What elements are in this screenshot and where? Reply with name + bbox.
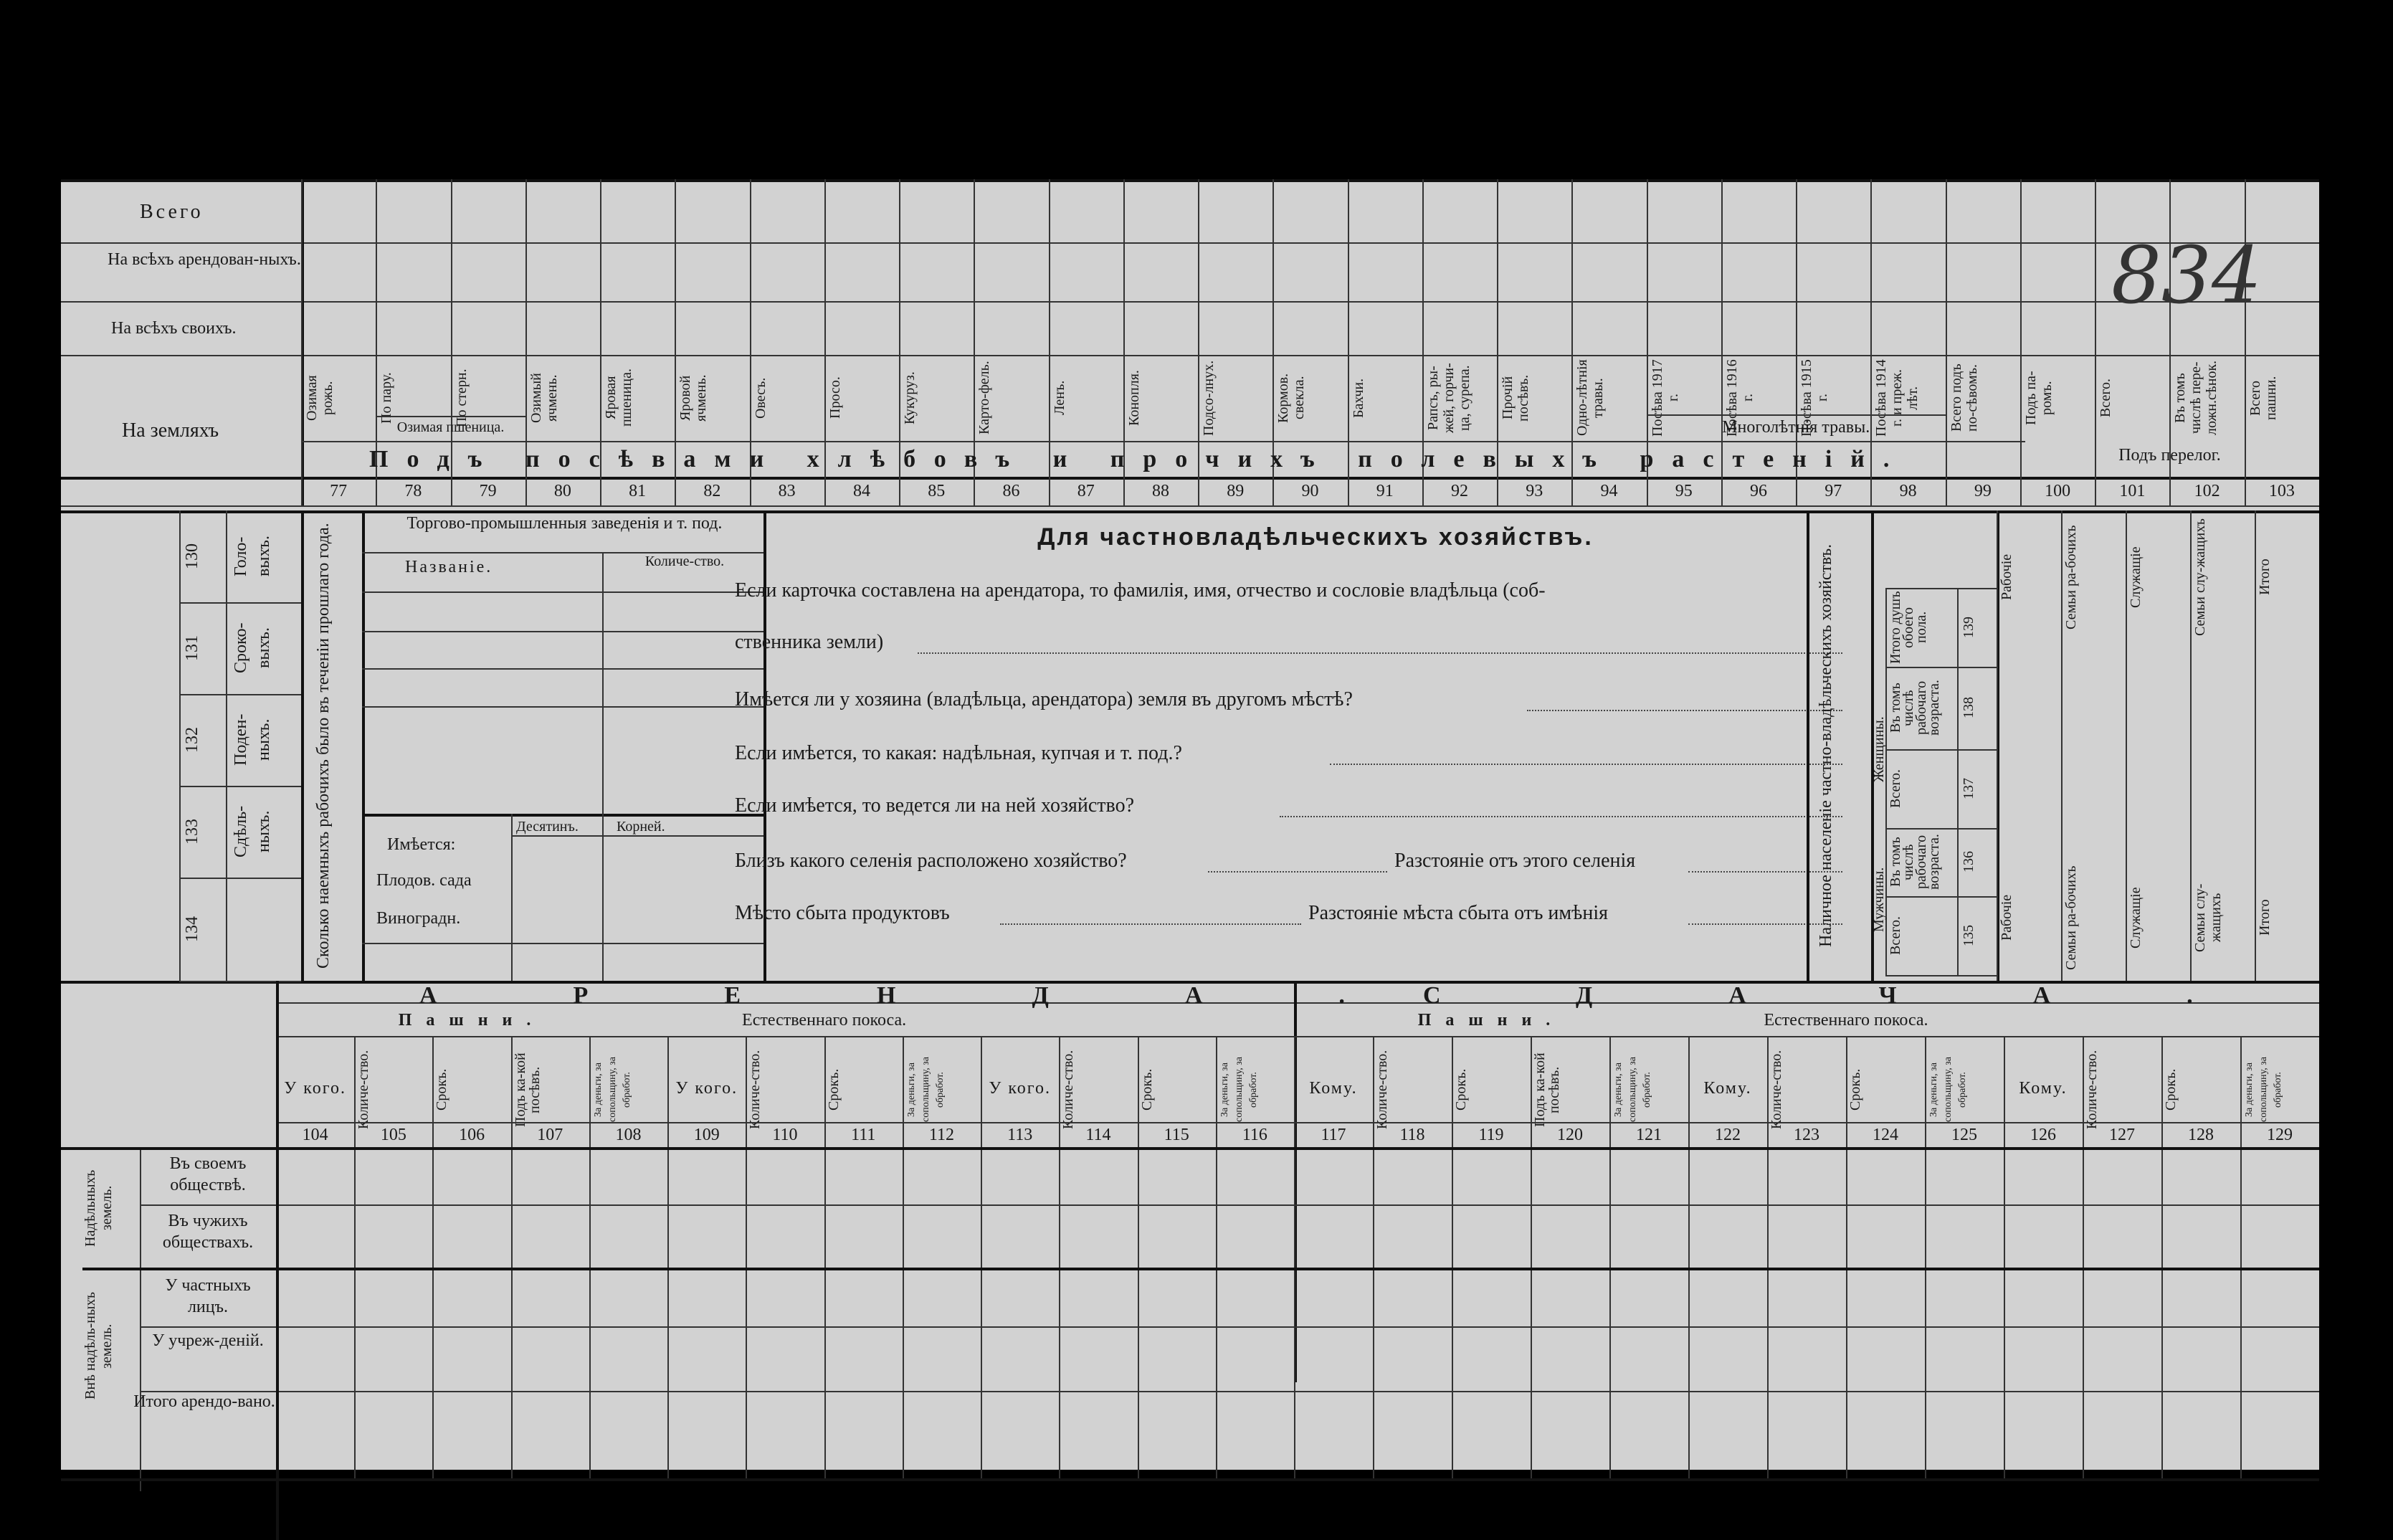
crop-header: Подсо-лнух. bbox=[1201, 360, 1217, 436]
census-form-sheet bbox=[61, 179, 2329, 1470]
column-number: 94 bbox=[1600, 482, 1618, 500]
cattle-number: 133 bbox=[183, 819, 201, 845]
pop-number: 136 bbox=[1961, 851, 1976, 873]
column-line bbox=[1946, 179, 1947, 505]
lease-column-number: 127 bbox=[2109, 1126, 2135, 1144]
crop-header: Просо. bbox=[827, 376, 843, 419]
column-number: 102 bbox=[2194, 482, 2220, 500]
lease-col-line bbox=[1925, 1036, 1926, 1480]
lease-column-number: 119 bbox=[1478, 1126, 1504, 1144]
column-number: 89 bbox=[1227, 482, 1245, 500]
pokos-caption: Естественнаго покоса. bbox=[1764, 1011, 1928, 1030]
lease-header: Срокъ. bbox=[1453, 1068, 1469, 1111]
lease-header: Подъ ка-кой посѣвъ. bbox=[512, 1052, 543, 1127]
lease-header: Количе-ство. bbox=[2084, 1050, 2100, 1130]
column-number: 88 bbox=[1151, 482, 1169, 500]
lease-column-number: 114 bbox=[1085, 1126, 1111, 1144]
worker-header: Рабочiе bbox=[1999, 553, 2014, 601]
lease-column-number: 109 bbox=[693, 1126, 720, 1144]
question-3: Если имѣется, то какая: надѣльная, купчая и т. под.? bbox=[735, 742, 1182, 764]
pop-row-line bbox=[1885, 975, 1997, 976]
bottom-label-line bbox=[276, 981, 279, 1540]
column-number: 77 bbox=[330, 482, 348, 500]
column-number: 86 bbox=[1002, 482, 1020, 500]
answer-line[interactable] bbox=[918, 652, 1842, 654]
trade-name-head: Названiе. bbox=[405, 558, 493, 576]
cattle-number: 134 bbox=[183, 916, 201, 942]
pop-number: 135 bbox=[1961, 925, 1976, 946]
column-number: 96 bbox=[1750, 482, 1768, 500]
lease-line bbox=[276, 1122, 2319, 1123]
cattle-line bbox=[226, 510, 227, 981]
row-line bbox=[61, 242, 2319, 244]
crop-header: Прочiй посѣвъ. bbox=[1500, 374, 1532, 422]
lease-header: У кого. bbox=[284, 1079, 346, 1098]
worker-header: Семьи слу-жащихъ bbox=[2192, 518, 2208, 636]
lease-column-number: 104 bbox=[302, 1126, 328, 1144]
lease-column-number: 111 bbox=[851, 1126, 876, 1144]
row-line bbox=[61, 355, 2319, 356]
lease-header: За деньги, за сопольщину, за обработ. bbox=[2244, 1057, 2283, 1123]
crop-header: По стерн. bbox=[453, 369, 470, 427]
row-line bbox=[61, 505, 2319, 507]
lease-header: У кого. bbox=[675, 1079, 738, 1098]
column-number: 99 bbox=[1974, 482, 1992, 500]
lease-col-line bbox=[2240, 1036, 2242, 1480]
handwritten-page-number: 834 bbox=[2111, 229, 2262, 321]
lease-column-number: 124 bbox=[1873, 1126, 1898, 1144]
question-4: Если имѣется, то ведется ли на ней хозяйство? bbox=[735, 794, 1134, 817]
crop-header: Посѣва 1915 г. bbox=[1799, 359, 1831, 437]
row-own-society: Въ своемъ обществѣ. bbox=[169, 1154, 247, 1194]
worker-header: Служащiе bbox=[2128, 546, 2144, 608]
answer-line[interactable] bbox=[1280, 816, 1842, 817]
lease-header: У кого. bbox=[989, 1079, 1052, 1098]
answer-line[interactable] bbox=[1000, 923, 1301, 925]
lease-row-line bbox=[140, 1204, 2319, 1206]
crop-header: Рапсъ, ры-жей, горчи-ца, сурепа. bbox=[1424, 363, 1473, 433]
bottom-group-line bbox=[140, 1147, 141, 1491]
top-border bbox=[61, 179, 2319, 182]
band-title: Подъ посѣвами хлѣбовъ и прочихъ полевыхъ растенiй. bbox=[369, 446, 1908, 472]
pop-line bbox=[1957, 588, 1959, 975]
lease-header: Кому. bbox=[1309, 1079, 1358, 1098]
lease-col-line bbox=[1609, 1036, 1611, 1480]
lease-col-line bbox=[589, 1036, 591, 1480]
lease-header: Количе-ство. bbox=[1374, 1050, 1390, 1130]
lease-column-number: 125 bbox=[1951, 1126, 1977, 1144]
column-number: 93 bbox=[1526, 482, 1543, 500]
trade-qty-head: Количе-ство. bbox=[644, 553, 725, 569]
trade-line bbox=[362, 591, 763, 593]
lease-header: Количе-ство. bbox=[1060, 1050, 1077, 1130]
question-1a: Если карточка составлена на арендатора, то фамилiя, имя, отчество и сословiе владѣльца (соб- bbox=[735, 579, 1546, 602]
pop-row-label: Въ томъ числѣ рабочаго возраста. bbox=[1888, 834, 1942, 890]
worker-col-line bbox=[1997, 510, 1998, 981]
worker-footer: Рабочiе bbox=[1999, 894, 2014, 941]
pop-number: 137 bbox=[1961, 778, 1976, 799]
column-line bbox=[301, 179, 303, 505]
lease-column-number: 126 bbox=[2030, 1126, 2056, 1144]
pop-row-label: Всего. bbox=[1888, 916, 1903, 956]
row-head-lands: На земляхъ bbox=[122, 419, 219, 442]
lease-col-line bbox=[2004, 1036, 2005, 1480]
worker-col-line bbox=[2255, 510, 2256, 981]
pashni-caption: Пашни. bbox=[398, 1011, 546, 1030]
hired-workers-label: Сколько наемныхъ рабочихъ было въ теченiи прошлаго года. bbox=[314, 523, 333, 969]
pop-row-label: Итого душъ обоего пола. bbox=[1888, 591, 1929, 664]
crop-header: Конопля. bbox=[1126, 370, 1142, 426]
group-non-allotted-label: Внѣ надѣль-ныхъ земель. bbox=[82, 1292, 115, 1400]
question-5: Близъ какого селенiя расположено хозяйство? bbox=[735, 850, 1127, 872]
column-number: 82 bbox=[703, 482, 721, 500]
column-number: 91 bbox=[1376, 482, 1394, 500]
trade-line bbox=[362, 631, 763, 632]
lease-column-number: 128 bbox=[2188, 1126, 2214, 1144]
lease-header: Срокъ. bbox=[825, 1068, 842, 1111]
band-line bbox=[301, 441, 2025, 442]
worker-footer: Служащiе bbox=[2128, 887, 2144, 949]
population-label: Наличное населенiе частно-владѣльческихъ хозяйствъ. bbox=[1817, 543, 1835, 948]
mid-line bbox=[362, 510, 365, 981]
question-2: Имѣется ли у хозяина (владѣльца, арендатора) земля въ другомъ мѣстѣ? bbox=[735, 688, 1353, 710]
crop-header: Всего. bbox=[2098, 378, 2114, 418]
men-label: Мужчины. bbox=[1871, 867, 1887, 933]
question-1b: ственника земли) bbox=[735, 631, 884, 653]
column-number: 92 bbox=[1451, 482, 1468, 500]
pop-row-line bbox=[1885, 896, 1997, 898]
crop-header: Подъ па-ромъ. bbox=[2022, 371, 2055, 425]
sdacha-title: СДАЧА. bbox=[1423, 982, 2329, 1009]
lease-header: Количе-ство. bbox=[1769, 1050, 1784, 1130]
worker-header: Семьи ра-бочихъ bbox=[2063, 525, 2079, 629]
lease-column-number: 129 bbox=[2267, 1126, 2293, 1144]
lease-row-line bbox=[140, 1391, 2319, 1392]
garden-line bbox=[511, 835, 763, 837]
women-label: Женщины. bbox=[1871, 716, 1887, 782]
pashni-caption: Пашни. bbox=[1417, 1011, 1565, 1030]
row-line bbox=[61, 477, 2319, 480]
pop-row-line bbox=[1885, 828, 1997, 830]
crop-header: Всего пашни. bbox=[2247, 376, 2279, 420]
lease-col-line bbox=[1138, 1036, 1139, 1480]
desyat-head: Десятинъ. bbox=[516, 819, 579, 835]
trade-line bbox=[362, 668, 763, 670]
lease-column-number: 117 bbox=[1321, 1126, 1346, 1144]
sub-header-winter-wheat: Озимая пшеница. bbox=[396, 419, 505, 435]
column-number: 100 bbox=[2045, 482, 2071, 500]
lease-col-line bbox=[981, 1036, 982, 1480]
column-number: 80 bbox=[553, 482, 571, 500]
lease-column-number: 107 bbox=[537, 1126, 563, 1144]
answer-line[interactable] bbox=[1208, 871, 1387, 873]
column-number: 84 bbox=[852, 482, 870, 500]
worker-col-line bbox=[2126, 510, 2127, 981]
lease-col-line bbox=[667, 1036, 669, 1480]
cattle-label: Голо-выхъ. bbox=[232, 536, 273, 577]
lease-column-number: 106 bbox=[459, 1126, 485, 1144]
pokos-caption: Естественнаго покоса. bbox=[742, 1011, 907, 1030]
worker-footer: Семьи слу-жащихъ bbox=[2192, 883, 2224, 952]
column-number: 97 bbox=[1825, 482, 1842, 500]
lease-header: За деньги, за сопольщину, за обработ. bbox=[1219, 1057, 1259, 1123]
lease-col-line bbox=[1688, 1036, 1690, 1480]
row-label-own: На всѣхъ своихъ. bbox=[111, 319, 237, 338]
crop-header: Кормов. свекла. bbox=[1275, 373, 1308, 423]
lease-header: За деньги, за сопольщину, за обработ. bbox=[1613, 1057, 1652, 1123]
lease-column-number: 113 bbox=[1007, 1126, 1033, 1144]
row-private: У частныхъ лицъ. bbox=[165, 1276, 251, 1316]
pop-number: 139 bbox=[1961, 617, 1976, 638]
cattle-number: 132 bbox=[183, 727, 201, 753]
pop-row-label: Въ томъ числѣ рабочаго возраста. bbox=[1888, 680, 1942, 736]
cattle-row-line bbox=[179, 878, 301, 879]
cattle-row-line bbox=[179, 602, 301, 604]
crop-header: Посѣва 1916 г. bbox=[1723, 359, 1756, 437]
lease-line bbox=[276, 1036, 2319, 1037]
group-allotted-label: Надѣльныхъ земель. bbox=[82, 1169, 115, 1247]
column-number: 101 bbox=[2119, 482, 2146, 500]
lease-column-number: 116 bbox=[1242, 1126, 1267, 1144]
lease-column-number: 110 bbox=[772, 1126, 798, 1144]
crop-header: Озимая рожь. bbox=[304, 375, 336, 421]
lease-column-number: 123 bbox=[1794, 1126, 1819, 1144]
pop-left-line bbox=[1807, 510, 1809, 981]
lease-header: За деньги, за сопольщину, за обработ. bbox=[905, 1057, 946, 1123]
worker-footer: Итого bbox=[2257, 899, 2273, 936]
answer-line[interactable] bbox=[1330, 764, 1842, 765]
column-number: 98 bbox=[1899, 482, 1917, 500]
mid-line bbox=[301, 510, 304, 981]
crop-header: Посѣва 1917 г. bbox=[1649, 359, 1681, 437]
crop-header: Овесъ. bbox=[752, 377, 769, 419]
crop-header: Одно-лѣтнiя травы. bbox=[1574, 359, 1607, 437]
lease-col-line bbox=[903, 1036, 904, 1480]
group-split bbox=[82, 1268, 2319, 1270]
cattle-label bbox=[229, 885, 298, 974]
column-number: 95 bbox=[1675, 482, 1693, 500]
lease-col-line bbox=[1294, 1036, 1295, 1480]
lease-header: За деньги, за сопольщину, за обработ. bbox=[1928, 1057, 1968, 1123]
lease-column-number: 118 bbox=[1399, 1126, 1425, 1144]
pop-row-line bbox=[1885, 667, 1997, 668]
lease-header: Срокъ. bbox=[2163, 1068, 2179, 1111]
trade-line bbox=[362, 814, 763, 817]
trade-line bbox=[362, 706, 763, 708]
worker-col-line bbox=[2061, 510, 2063, 981]
question-6b: Разстоянiе мѣста сбыта отъ имѣнiя bbox=[1308, 902, 1608, 924]
column-number: 81 bbox=[629, 482, 647, 500]
crop-header: По пару. bbox=[379, 372, 395, 424]
lease-header: За деньги, за сопольщину, за обработ. bbox=[592, 1057, 632, 1123]
row-label-rented: На всѣхъ арендован-ныхъ. bbox=[108, 250, 301, 269]
column-number: 78 bbox=[404, 482, 422, 500]
lease-column-number: 121 bbox=[1636, 1126, 1662, 1144]
crop-header: Кукуруз. bbox=[902, 371, 918, 424]
trade-title: Торгово-промышленныя заведенiя и т. под. bbox=[406, 514, 723, 533]
sub-header-perennial-grass: Многолѣтнiя травы. bbox=[1722, 418, 1870, 437]
row-label-total: Всего bbox=[140, 201, 204, 223]
crop-header: Посѣва 1914 г. и преж. лѣт. bbox=[1873, 359, 1921, 437]
lease-header: Подъ ка-кой посѣвъ. bbox=[1532, 1052, 1562, 1127]
lease-header: Срокъ. bbox=[434, 1068, 450, 1111]
column-line bbox=[2245, 179, 2246, 505]
lease-column-number: 105 bbox=[380, 1126, 406, 1144]
sub-line bbox=[1647, 414, 1946, 416]
crop-header: Ленъ. bbox=[1051, 380, 1067, 416]
lease-header: Количе-ство. bbox=[747, 1050, 763, 1130]
crop-header: Въ томъ числѣ пере-ложн.сѣнок. bbox=[2172, 360, 2220, 436]
row-total-rented: Итого арендо-вано. bbox=[133, 1392, 275, 1411]
cattle-number: 131 bbox=[183, 635, 201, 661]
worker-header: Итого bbox=[2257, 559, 2273, 596]
column-number: 90 bbox=[1301, 482, 1319, 500]
column-number: 79 bbox=[479, 482, 497, 500]
lease-header: Кому. bbox=[2019, 1079, 2068, 1098]
row-other-society: Въ чужихъ обществахъ. bbox=[162, 1212, 254, 1252]
cattle-row-line bbox=[179, 786, 301, 787]
lease-header: Срокъ. bbox=[1847, 1068, 1863, 1111]
worker-col-line bbox=[2190, 510, 2192, 981]
garden-label: Плодов. сада bbox=[376, 871, 472, 890]
garden-col-line bbox=[602, 814, 604, 981]
worker-footer: Семьи ра-бочихъ bbox=[2063, 865, 2079, 970]
vineyard-label: Виноградн. bbox=[376, 909, 461, 928]
arenda-title: АРЕНДА. bbox=[419, 982, 1481, 1009]
crop-header: Всего подъ по-сѣвомъ. bbox=[1948, 363, 1980, 432]
bottom-bottom-line bbox=[61, 1478, 2319, 1481]
column-number: 85 bbox=[928, 482, 946, 500]
column-line bbox=[2020, 179, 2022, 505]
column-number: 83 bbox=[778, 482, 796, 500]
lease-column-number: 108 bbox=[615, 1126, 642, 1144]
lease-header: Кому. bbox=[1703, 1079, 1752, 1098]
lease-column-number: 115 bbox=[1164, 1126, 1189, 1144]
pop-row-line bbox=[1885, 588, 1997, 589]
has-label: Имѣется: bbox=[387, 835, 456, 854]
trade-line bbox=[362, 943, 763, 944]
garden-col-line bbox=[511, 814, 513, 981]
question-5b: Разстоянiе отъ этого селенiя bbox=[1394, 850, 1636, 872]
crop-header: Бахчи. bbox=[1350, 378, 1366, 418]
crop-header: Яровая пшеница. bbox=[603, 369, 635, 427]
bottom-head-line bbox=[61, 1147, 2319, 1150]
row-institutions: У учреж-денiй. bbox=[152, 1331, 264, 1350]
form-title: Для частновладѣльческихъ хозяйствъ. bbox=[1037, 523, 1594, 551]
crop-header: Яровой ячмень. bbox=[677, 374, 710, 422]
pop-number: 138 bbox=[1961, 697, 1976, 719]
cattle-label: Сдѣль-ныхъ. bbox=[232, 805, 273, 858]
lease-column-number: 112 bbox=[928, 1126, 954, 1144]
answer-line[interactable] bbox=[1527, 710, 1842, 711]
cattle-row-line bbox=[179, 694, 301, 695]
lease-header: Срокъ. bbox=[1138, 1068, 1155, 1111]
lease-row-line bbox=[140, 1326, 2319, 1328]
lease-header: Количе-ство. bbox=[356, 1050, 372, 1130]
crop-header: Озимый ячмень. bbox=[528, 373, 560, 423]
column-number: 103 bbox=[2268, 482, 2295, 500]
lease-column-number: 122 bbox=[1715, 1126, 1741, 1144]
question-6: Мѣсто сбыта продуктовъ bbox=[735, 902, 950, 924]
cattle-line bbox=[179, 510, 181, 981]
korney-head: Корней. bbox=[617, 819, 665, 835]
column-number: 87 bbox=[1077, 482, 1095, 500]
lease-column-number: 120 bbox=[1557, 1126, 1583, 1144]
cattle-number: 130 bbox=[183, 543, 201, 569]
lease-col-line bbox=[1216, 1036, 1217, 1480]
sub-line bbox=[376, 416, 525, 417]
crop-header: Карто-фель. bbox=[976, 361, 993, 435]
pop-row-label: Всего. bbox=[1888, 769, 1903, 809]
pop-row-line bbox=[1885, 749, 1997, 751]
sub-header-fallow: Подъ перелог. bbox=[2118, 446, 2221, 465]
cattle-row-line bbox=[179, 981, 301, 982]
cattle-label: Поден-ныхъ. bbox=[232, 713, 273, 766]
row-line bbox=[61, 301, 2319, 303]
cattle-label: Сроко-выхъ. bbox=[232, 622, 273, 674]
